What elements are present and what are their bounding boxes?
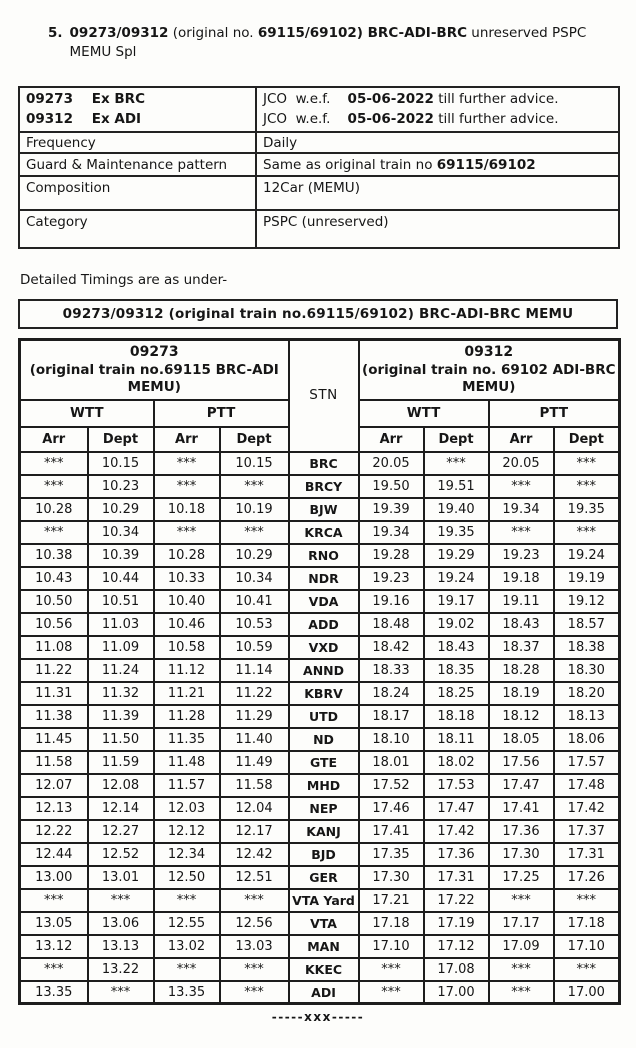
table-row [20, 981, 620, 1004]
dept-header: Dept [88, 427, 154, 452]
time-cell: *** [554, 452, 620, 475]
time-cell: 12.12 [154, 820, 220, 843]
time-cell: 17.31 [424, 866, 489, 889]
wtt-header-left: WTT [20, 400, 154, 427]
train-09273-ex: 09273 Ex BRC [26, 91, 145, 108]
time-cell: 10.23 [88, 475, 154, 498]
time-cell: *** [489, 889, 554, 912]
time-cell: 12.27 [88, 820, 154, 843]
time-cell: *** [20, 889, 88, 912]
info-label: Category [19, 210, 256, 248]
jco-line-2: JCO w.e.f. 05-06-2022 till further advice. [263, 110, 559, 127]
time-cell: *** [489, 958, 554, 981]
time-cell: 12.14 [88, 797, 154, 820]
time-cell: 17.09 [489, 935, 554, 958]
info-value: 12Car (MEMU) [256, 176, 619, 210]
time-cell: 19.50 [359, 475, 424, 498]
time-cell: 19.16 [359, 590, 424, 613]
time-cell: 12.08 [88, 774, 154, 797]
time-cell: 10.15 [88, 452, 154, 475]
stn-cell: NEP [289, 797, 359, 820]
time-cell: 18.42 [359, 636, 424, 659]
time-cell: 10.59 [220, 636, 289, 659]
info-jco-cell [256, 87, 619, 132]
table-row [20, 751, 620, 774]
stn-cell: BRC [289, 452, 359, 475]
time-cell: 19.29 [424, 544, 489, 567]
time-cell: *** [20, 958, 88, 981]
stn-cell: BJW [289, 498, 359, 521]
table-row [20, 935, 620, 958]
time-cell: 18.01 [359, 751, 424, 774]
time-cell: *** [154, 521, 220, 544]
time-cell: 18.33 [359, 659, 424, 682]
time-cell: 10.44 [88, 567, 154, 590]
table-row [20, 682, 620, 705]
time-cell: 13.00 [20, 866, 88, 889]
time-cell: 10.18 [154, 498, 220, 521]
info-row-composition [19, 176, 619, 210]
train-09312-header: 09312 (original train no. 69102 ADI-BRC MEMU) [359, 340, 620, 400]
time-cell: 11.12 [154, 659, 220, 682]
stn-cell: MAN [289, 935, 359, 958]
time-cell: 10.34 [88, 521, 154, 544]
time-cell: 17.00 [554, 981, 620, 1004]
time-cell: 17.56 [489, 751, 554, 774]
stn-cell: UTD [289, 705, 359, 728]
time-cell: *** [154, 452, 220, 475]
time-cell: 11.28 [154, 705, 220, 728]
time-cell: 19.24 [424, 567, 489, 590]
time-cell: 10.34 [220, 567, 289, 590]
time-cell: 17.42 [424, 820, 489, 843]
time-cell: 13.06 [88, 912, 154, 935]
time-cell: 17.41 [489, 797, 554, 820]
time-cell: 18.10 [359, 728, 424, 751]
stn-cell: NDR [289, 567, 359, 590]
time-cell: *** [489, 981, 554, 1004]
time-cell: 12.50 [154, 866, 220, 889]
table-row [20, 866, 620, 889]
info-label: Guard & Maintenance pattern [19, 153, 256, 176]
time-cell: 11.21 [154, 682, 220, 705]
heading-text: 09273/09312 (original no. 69115/69102) BRC-ADI-BRC unreserved PSPC MEMU Spl [69, 25, 587, 60]
time-cell: 19.35 [554, 498, 620, 521]
stn-cell: BRCY [289, 475, 359, 498]
time-cell: 18.37 [489, 636, 554, 659]
time-cell: *** [154, 475, 220, 498]
time-cell: 17.18 [359, 912, 424, 935]
stn-cell: ADI [289, 981, 359, 1004]
time-cell: 11.48 [154, 751, 220, 774]
time-cell: 12.34 [154, 843, 220, 866]
arr-header: Arr [489, 427, 554, 452]
time-cell: 13.01 [88, 866, 154, 889]
time-cell: 10.40 [154, 590, 220, 613]
time-cell: 17.30 [489, 843, 554, 866]
table-row [20, 958, 620, 981]
time-cell: 10.56 [20, 613, 88, 636]
time-cell: *** [220, 475, 289, 498]
table-row [20, 659, 620, 682]
time-cell: *** [554, 889, 620, 912]
time-cell: 18.48 [359, 613, 424, 636]
time-cell: 11.03 [88, 613, 154, 636]
stn-cell: ND [289, 728, 359, 751]
table-row [20, 498, 620, 521]
stn-cell: KKEC [289, 958, 359, 981]
table-row [20, 636, 620, 659]
table-row [20, 613, 620, 636]
time-cell: 18.13 [554, 705, 620, 728]
time-cell: 12.51 [220, 866, 289, 889]
stn-header: STN [289, 340, 359, 452]
time-cell: 17.57 [554, 751, 620, 774]
time-cell: *** [154, 958, 220, 981]
time-cell: 19.40 [424, 498, 489, 521]
stn-cell: KRCA [289, 521, 359, 544]
ptt-header-left: PTT [154, 400, 289, 427]
time-cell: *** [359, 958, 424, 981]
section-title: Detailed Timings are as under- [20, 272, 228, 289]
time-cell: 18.57 [554, 613, 620, 636]
arr-header: Arr [154, 427, 220, 452]
time-cell: 11.31 [20, 682, 88, 705]
info-label: Frequency [19, 132, 256, 153]
time-cell: 18.35 [424, 659, 489, 682]
stn-cell: VXD [289, 636, 359, 659]
time-cell: 11.59 [88, 751, 154, 774]
time-cell: 18.38 [554, 636, 620, 659]
time-cell: 18.11 [424, 728, 489, 751]
time-cell: 11.39 [88, 705, 154, 728]
time-cell: 11.49 [220, 751, 289, 774]
time-cell: 17.00 [424, 981, 489, 1004]
time-cell: 17.52 [359, 774, 424, 797]
time-cell: *** [554, 958, 620, 981]
time-cell: 10.46 [154, 613, 220, 636]
time-cell: 10.50 [20, 590, 88, 613]
stn-cell: VTA [289, 912, 359, 935]
time-cell: 11.57 [154, 774, 220, 797]
table-row [20, 889, 620, 912]
stn-cell: BJD [289, 843, 359, 866]
time-cell: 11.58 [220, 774, 289, 797]
time-cell: 11.29 [220, 705, 289, 728]
info-value: Same as original train no 69115/69102 [256, 153, 619, 176]
train-09273-header: 09273 (original train no.69115 BRC-ADI MEMU) [20, 340, 289, 400]
time-cell: 17.48 [554, 774, 620, 797]
table-row [20, 912, 620, 935]
time-cell: 11.35 [154, 728, 220, 751]
time-cell: 10.19 [220, 498, 289, 521]
time-cell: 10.43 [20, 567, 88, 590]
arr-header: Arr [359, 427, 424, 452]
time-cell: 19.24 [554, 544, 620, 567]
time-cell: 20.05 [489, 452, 554, 475]
stn-cell: ANND [289, 659, 359, 682]
time-cell: *** [220, 958, 289, 981]
time-cell: 10.15 [220, 452, 289, 475]
time-cell: 17.30 [359, 866, 424, 889]
time-cell: *** [154, 889, 220, 912]
time-cell: 17.46 [359, 797, 424, 820]
time-cell: *** [554, 521, 620, 544]
time-cell: 10.33 [154, 567, 220, 590]
time-cell: 19.17 [424, 590, 489, 613]
time-cell: 18.43 [424, 636, 489, 659]
time-cell: 17.35 [359, 843, 424, 866]
time-cell: *** [220, 981, 289, 1004]
time-cell: *** [359, 981, 424, 1004]
dept-header: Dept [220, 427, 289, 452]
time-cell: 10.28 [20, 498, 88, 521]
time-cell: 18.20 [554, 682, 620, 705]
table-row [20, 567, 620, 590]
time-cell: *** [489, 521, 554, 544]
arr-header: Arr [20, 427, 88, 452]
info-row-guard [19, 153, 619, 176]
time-cell: 18.24 [359, 682, 424, 705]
time-cell: 19.23 [489, 544, 554, 567]
time-cell: *** [554, 475, 620, 498]
time-cell: 13.05 [20, 912, 88, 935]
time-cell: 10.29 [88, 498, 154, 521]
time-cell: 19.35 [424, 521, 489, 544]
time-cell: 17.41 [359, 820, 424, 843]
info-table [18, 86, 620, 249]
stn-cell: MHD [289, 774, 359, 797]
time-cell: 19.02 [424, 613, 489, 636]
time-cell: 17.18 [554, 912, 620, 935]
time-cell: 19.34 [359, 521, 424, 544]
time-cell: 13.02 [154, 935, 220, 958]
time-cell: 13.35 [154, 981, 220, 1004]
time-cell: 12.04 [220, 797, 289, 820]
jco-line-1: JCO w.e.f. 05-06-2022 till further advice. [263, 91, 559, 108]
table-row [20, 544, 620, 567]
time-cell: 12.17 [220, 820, 289, 843]
time-cell: 11.09 [88, 636, 154, 659]
time-cell: 17.21 [359, 889, 424, 912]
time-cell: 13.03 [220, 935, 289, 958]
time-cell: 18.02 [424, 751, 489, 774]
heading-train-numbers: 09273/09312 [69, 25, 169, 41]
time-cell: *** [88, 981, 154, 1004]
time-cell: 13.12 [20, 935, 88, 958]
time-cell: 19.19 [554, 567, 620, 590]
time-cell: 19.39 [359, 498, 424, 521]
time-cell: 10.28 [154, 544, 220, 567]
time-cell: 17.36 [489, 820, 554, 843]
time-cell: 11.45 [20, 728, 88, 751]
time-cell: 12.03 [154, 797, 220, 820]
time-cell: 17.17 [489, 912, 554, 935]
wtt-header-right: WTT [359, 400, 489, 427]
footer-divider: -----xxx----- [271, 1010, 365, 1025]
time-cell: 10.51 [88, 590, 154, 613]
time-cell: *** [489, 475, 554, 498]
time-cell: 17.42 [554, 797, 620, 820]
time-cell: 11.14 [220, 659, 289, 682]
table-row [20, 774, 620, 797]
time-cell: 17.25 [489, 866, 554, 889]
time-cell: 17.19 [424, 912, 489, 935]
timetable [18, 338, 621, 1005]
dept-header: Dept [424, 427, 489, 452]
stn-cell: GTE [289, 751, 359, 774]
time-cell: 11.08 [20, 636, 88, 659]
time-cell: 17.22 [424, 889, 489, 912]
time-cell: 17.10 [554, 935, 620, 958]
stn-cell: GER [289, 866, 359, 889]
time-cell: 18.25 [424, 682, 489, 705]
time-cell: 11.40 [220, 728, 289, 751]
time-cell: 13.22 [88, 958, 154, 981]
time-cell: 11.50 [88, 728, 154, 751]
info-train-cell [19, 87, 256, 132]
table-row [20, 475, 620, 498]
time-cell: 19.34 [489, 498, 554, 521]
time-cell: *** [220, 521, 289, 544]
heading-line2: MEMU Spl [69, 43, 137, 60]
time-cell: 17.37 [554, 820, 620, 843]
stn-cell: VDA [289, 590, 359, 613]
time-cell: 18.19 [489, 682, 554, 705]
info-row-frequency [19, 132, 619, 153]
time-cell: 18.06 [554, 728, 620, 751]
time-cell: *** [424, 452, 489, 475]
heading-route: BRC-ADI-BRC [362, 25, 468, 41]
time-cell: 12.13 [20, 797, 88, 820]
time-cell: *** [20, 521, 88, 544]
time-cell: 18.18 [424, 705, 489, 728]
time-cell: 18.28 [489, 659, 554, 682]
stn-cell: KANJ [289, 820, 359, 843]
time-cell: 12.42 [220, 843, 289, 866]
time-cell: 19.12 [554, 590, 620, 613]
time-cell: 18.12 [489, 705, 554, 728]
info-value: Daily [256, 132, 619, 153]
table-row [20, 452, 620, 475]
table-row [20, 820, 620, 843]
time-cell: *** [20, 475, 88, 498]
table-row [20, 521, 620, 544]
time-cell: 13.35 [20, 981, 88, 1004]
stn-cell: ADD [289, 613, 359, 636]
time-cell: 17.36 [424, 843, 489, 866]
time-cell: 10.39 [88, 544, 154, 567]
header-row-trains [20, 340, 620, 400]
time-cell: 17.53 [424, 774, 489, 797]
time-cell: 11.24 [88, 659, 154, 682]
time-cell: 18.30 [554, 659, 620, 682]
train-09312-ex: 09312 Ex ADI [26, 110, 142, 127]
time-cell: 11.58 [20, 751, 88, 774]
time-cell: 10.53 [220, 613, 289, 636]
time-cell: 12.22 [20, 820, 88, 843]
table-row [20, 728, 620, 751]
stn-cell: KBRV [289, 682, 359, 705]
time-cell: 19.18 [489, 567, 554, 590]
time-cell: 10.41 [220, 590, 289, 613]
time-cell: 11.22 [220, 682, 289, 705]
ptt-header-right: PTT [489, 400, 620, 427]
time-cell: 17.10 [359, 935, 424, 958]
time-cell: *** [220, 889, 289, 912]
time-cell: 18.05 [489, 728, 554, 751]
time-cell: 12.55 [154, 912, 220, 935]
timetable-body [20, 452, 620, 1004]
time-cell: 19.51 [424, 475, 489, 498]
time-cell: *** [20, 452, 88, 475]
time-cell: 12.56 [220, 912, 289, 935]
time-cell: 12.07 [20, 774, 88, 797]
time-cell: 17.31 [554, 843, 620, 866]
dept-header: Dept [554, 427, 620, 452]
time-cell: 11.32 [88, 682, 154, 705]
time-cell: 11.38 [20, 705, 88, 728]
heading-number: 5. [48, 25, 63, 41]
stn-cell: VTA Yard [289, 889, 359, 912]
stn-cell: RNO [289, 544, 359, 567]
time-cell: 11.22 [20, 659, 88, 682]
info-label: Composition [19, 176, 256, 210]
page-heading [48, 24, 622, 61]
table-title-box: 09273/09312 (original train no.69115/69102) BRC-ADI-BRC MEMU [18, 299, 618, 329]
time-cell: 19.28 [359, 544, 424, 567]
time-cell: 17.08 [424, 958, 489, 981]
time-cell: 10.29 [220, 544, 289, 567]
table-row [20, 590, 620, 613]
table-row [20, 843, 620, 866]
time-cell: 12.44 [20, 843, 88, 866]
time-cell: 10.58 [154, 636, 220, 659]
time-cell: 19.23 [359, 567, 424, 590]
time-cell: 12.52 [88, 843, 154, 866]
time-cell: 17.47 [489, 774, 554, 797]
time-cell: 17.26 [554, 866, 620, 889]
time-cell: 17.47 [424, 797, 489, 820]
time-cell: 18.43 [489, 613, 554, 636]
time-cell: 19.11 [489, 590, 554, 613]
table-row [20, 797, 620, 820]
info-value: PSPC (unreserved) [256, 210, 619, 248]
info-row-trains [19, 87, 619, 132]
time-cell: 18.17 [359, 705, 424, 728]
time-cell: 17.12 [424, 935, 489, 958]
time-cell: 13.13 [88, 935, 154, 958]
time-cell: 20.05 [359, 452, 424, 475]
info-row-category [19, 210, 619, 248]
time-cell: *** [88, 889, 154, 912]
time-cell: 10.38 [20, 544, 88, 567]
table-row [20, 705, 620, 728]
